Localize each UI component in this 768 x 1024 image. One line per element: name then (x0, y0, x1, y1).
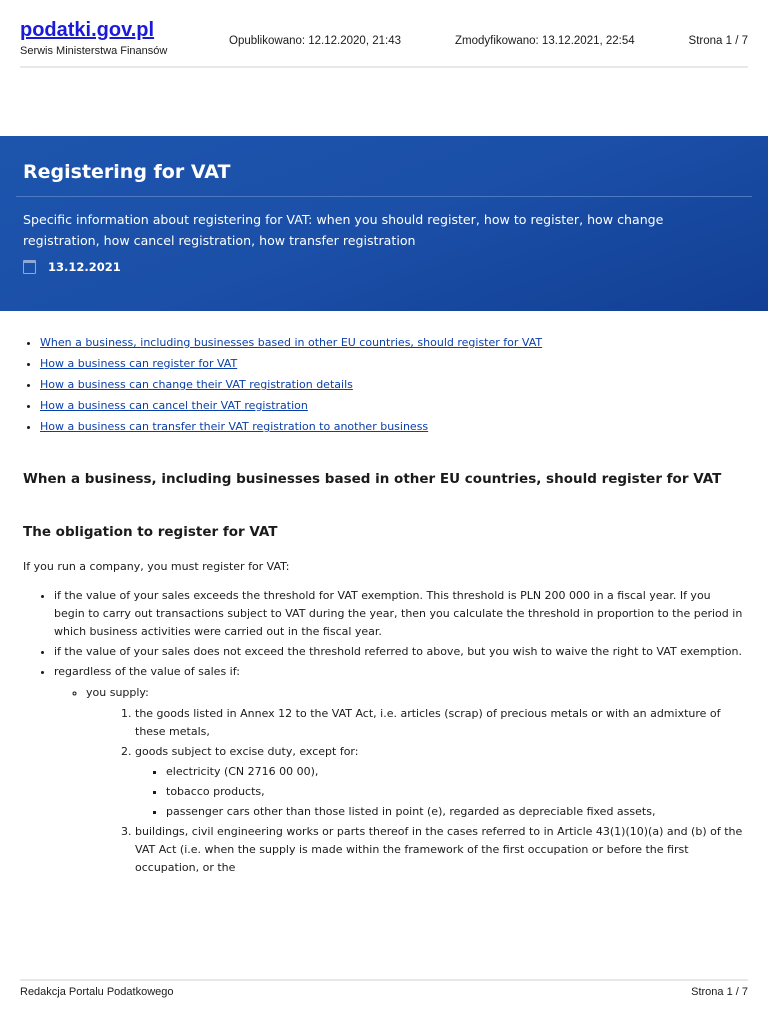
numbered-list (86, 705, 744, 877)
list-item: 3. buildings, civil engineering works or parts thereof in the cases referred to in Article 43(1)(10)(a) and (b) of the VAT Act (i.e. when the supply is made within the framework of the first occupation or before the first occupation, or the (135, 823, 744, 877)
list-item: • if the value of your sales does not exceed the threshold referred to above, but you wish to waive the right to VAT exemption. (54, 643, 744, 661)
lead-text: Specific information about registering for VAT: when you should register, how to register, how change registration, how cancel registration, how transfer registration (23, 212, 664, 248)
list-item-text: regardless of the value of sales if: (54, 665, 240, 678)
site-logo-link[interactable]: podatki.gov.pl (20, 19, 155, 41)
exception-list (135, 763, 744, 821)
modified-date: Zmodyfikowano: 13.12.2021, 22:54 (455, 35, 635, 47)
page-number: Strona 1 / 7 (688, 35, 748, 47)
list-item: ▪ tobacco products, (166, 783, 744, 801)
published-date: Opublikowano: 12.12.2020, 21:43 (229, 35, 401, 47)
intro-paragraph: If you run a company, you must register for VAT: (23, 560, 290, 573)
list-item: ▪ electricity (CN 2716 00 00), (166, 763, 744, 781)
toc-item (40, 332, 744, 353)
list-item: ▪ passenger cars other than those listed in point (e), regarded as depreciable fixed assets, (166, 803, 744, 821)
banner-divider (16, 196, 752, 197)
header-divider (20, 66, 748, 68)
list-item (86, 684, 744, 877)
footer-divider (20, 979, 748, 981)
list-item-text: goods subject to excise duty, except for: (135, 745, 359, 758)
site-subtitle: Serwis Ministerstwa Finansów (20, 45, 168, 57)
page-header (0, 0, 768, 68)
toc-link[interactable]: When a business, including businesses based in other EU countries, should register for VAT (40, 336, 543, 349)
title-banner (0, 136, 768, 311)
section-heading: When a business, including businesses based in other EU countries, should register for VAT (23, 471, 722, 487)
list-item (135, 743, 744, 821)
toc-item (40, 374, 744, 395)
toc-item (40, 353, 744, 374)
sub-list (54, 684, 744, 877)
toc-link[interactable]: How a business can register for VAT (40, 357, 238, 370)
toc-link[interactable]: How a business can cancel their VAT registration (40, 399, 308, 412)
list-item-text: you supply: (86, 686, 149, 699)
article-content (23, 332, 744, 879)
table-of-contents (9, 332, 744, 437)
toc-item (40, 416, 744, 437)
list-item (54, 663, 744, 877)
page-title: Registering for VAT (23, 161, 231, 183)
footer-page-number: Strona 1 / 7 (691, 986, 748, 998)
toc-link[interactable]: How a business can transfer their VAT registration to another business (40, 420, 429, 433)
article-date (23, 260, 121, 274)
toc-item (40, 395, 744, 416)
list-item: 1. the goods listed in Annex 12 to the VAT Act, i.e. articles (scrap) of precious metals or with an admixture of these metals, (135, 705, 744, 741)
toc-link[interactable]: How a business can change their VAT registration details (40, 378, 353, 391)
subsection-heading: The obligation to register for VAT (23, 524, 278, 540)
footer-editor: Redakcja Portalu Podatkowego (20, 986, 174, 998)
calendar-icon (23, 260, 36, 274)
obligation-list (23, 587, 744, 877)
date-text: 13.12.2021 (48, 260, 121, 274)
list-item: • if the value of your sales exceeds the threshold for VAT exemption. This threshold is PLN 200 000 in a fiscal year. If you begin to carry out transactions subject to VAT during the year, then you calculate the threshold in proportion to the period in which business activities were carried out in the fiscal year. (54, 587, 744, 641)
